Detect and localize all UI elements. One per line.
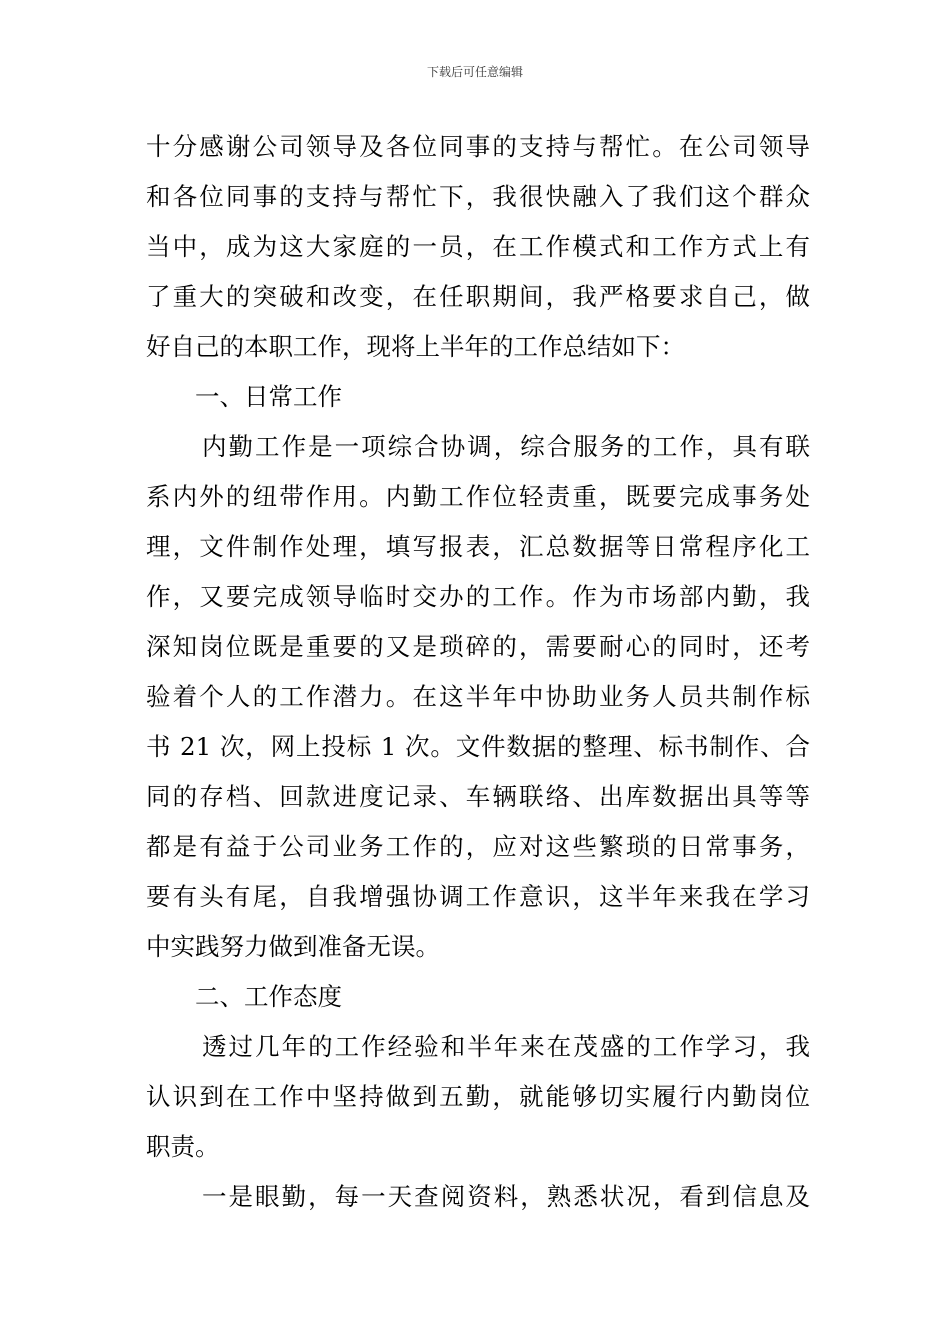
paragraph-line: 十分感谢公司领导及各位同事的支持与帮忙。在公司领导 bbox=[146, 132, 810, 161]
paragraph-line: 都是有益于公司业务工作的，应对这些繁琐的日常事务， bbox=[146, 832, 810, 861]
paragraph-line: 书 21 次，网上投标 1 次。文件数据的整理、标书制作、合 bbox=[146, 732, 810, 761]
paragraph-line: 透过几年的工作经验和半年来在茂盛的工作学习，我 bbox=[202, 1032, 810, 1061]
paragraph-line: 理，文件制作处理，填写报表，汇总数据等日常程序化工 bbox=[146, 532, 810, 561]
paragraph-line: 当中，成为这大家庭的一员，在工作模式和工作方式上有 bbox=[146, 232, 810, 261]
paragraph-line: 系内外的纽带作用。内勤工作位轻责重，既要完成事务处 bbox=[146, 482, 810, 511]
paragraph-line: 要有头有尾，自我增强协调工作意识，这半年来我在学习 bbox=[146, 882, 810, 911]
paragraph-line: 作，又要完成领导临时交办的工作。作为市场部内勤，我 bbox=[146, 582, 810, 611]
paragraph-line: 和各位同事的支持与帮忙下，我很快融入了我们这个群众 bbox=[146, 182, 810, 211]
paragraph-line: 内勤工作是一项综合协调，综合服务的工作，具有联 bbox=[202, 432, 810, 461]
document-body bbox=[146, 122, 810, 1222]
section-heading: 二、工作态度 bbox=[195, 982, 342, 1011]
paragraph-line: 深知岗位既是重要的又是琐碎的，需要耐心的同时，还考 bbox=[146, 632, 810, 661]
paragraph-line: 同的存档、回款进度记录、车辆联络、出库数据出具等等 bbox=[146, 782, 810, 811]
section-heading: 一、日常工作 bbox=[195, 382, 342, 411]
paragraph-line: 验着个人的工作潜力。在这半年中协助业务人员共制作标 bbox=[146, 682, 810, 711]
paragraph-line: 好自己的本职工作，现将上半年的工作总结如下： bbox=[146, 332, 685, 361]
paragraph-line: 一是眼勤，每一天查阅资料，熟悉状况，看到信息及 bbox=[202, 1182, 810, 1211]
paragraph-line: 认识到在工作中坚持做到五勤，就能够切实履行内勤岗位 bbox=[146, 1082, 810, 1111]
paragraph-line: 职责。 bbox=[146, 1132, 220, 1161]
page-header-note: 下载后可任意编辑 bbox=[426, 65, 523, 79]
paragraph-line: 中实践努力做到准备无误。 bbox=[146, 932, 440, 961]
paragraph-line: 了重大的突破和改变，在任职期间，我严格要求自己，做 bbox=[146, 282, 810, 311]
